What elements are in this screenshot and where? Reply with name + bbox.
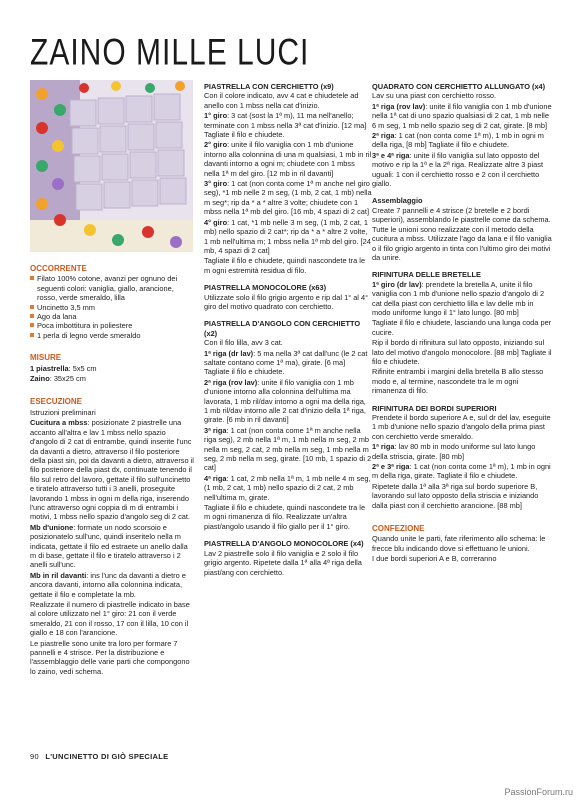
list-item: Filato 100% cotone, avanzi per ognuno dei seguenti colori: vaniglia, giallo, arancione, rosso, verde smeraldo, lilla [30, 274, 195, 302]
paragraph: 4ª riga: 1 cat, 2 mb nella 1ª m, 1 mb nelle 4 m seg, (1 mb, 2 cat, 1 mb) nello spazio di 2 cat, 2 mb nell'ultima m, girate. [204, 473, 371, 502]
paragraph: Rip il bordo di rifinitura sul lato opposto, iniziando sul lato del motivo d'angolo monocolore. [88 mb] Tagliate il filo e chiudete. [372, 338, 552, 366]
paragraph: 1° giro: 3 cat (sost la 1ª m), 11 ma nell'anello; terminate con 1 mbss nella 3ª cat d'inizio. [12 ma] Tagliate il filo e chiudete. [204, 111, 367, 140]
paragraph: Quando unite le parti, fate riferimento allo schema: le frecce blu indicando dove si effettuano le unioni. [372, 534, 546, 553]
paragraph: Tagliate il filo e chiudete, lasciando una lunga coda per cucire. [372, 318, 552, 337]
magazine-title: L'UNCINETTO DI GIÒ SPECIALE [45, 752, 169, 761]
section-heading: PIASTRELLA MONOCOLORE (x63) [204, 283, 327, 293]
paragraph: Ripetete dalla 1ª alla 3ª riga sul bordo superiore B, lavorando sul lato opposto della striscia e iniziando dalla piast con il cerchietto arancione. [88 mb] [372, 481, 539, 510]
paragraph: 2ª e 3ª riga: 1 cat (non conta come 1ª m), 1 mb in ogni m della riga, girate. Tagliate il filo e chiudete. [372, 462, 551, 481]
list-item: 1 perla di legno verde smeraldo [30, 331, 195, 340]
measure-line: Zaino: 35x25 cm [30, 374, 86, 384]
paragraph: I due bordi superiori A e B, correranno [372, 554, 497, 564]
paragraph: 1ª riga (dr lav): 5 ma nella 3ª cat dall'unc (le 2 cat saltate contano come 1ª ma), girate. [6 ma] Tagliate il filo e chiudete. [204, 348, 368, 377]
section-heading: Assemblaggio [372, 196, 423, 206]
section-heading: PIASTRELLA D'ANGOLO MONOCOLORE (x4) [204, 539, 364, 549]
paragraph: Lav 2 piastrelle solo il filo vaniglia e 2 solo il filo grigio argento. Ripetete dalla 1ª alla 4ª riga della piast/ang con cerchietto. [204, 548, 362, 577]
page-footer [30, 752, 168, 761]
product-photo [30, 80, 193, 252]
paragraph: 3° giro: 1 cat (non conta come 1ª m anche nel giro seg), *1 mb nelle 2 m seg, (1 mb, 2 cat, 1 mb) nella m seg*; rip da * a * altre 3 volte; chiudete con 1 mbss nella 1ª mb del giro. [16 mb, 4 spazi di 2 cat] [204, 179, 372, 217]
list-item: Poca imbottitura in poliestere [30, 321, 195, 330]
watermark: PassionForum.ru [504, 787, 573, 797]
list-item: Ago da lana [30, 312, 195, 321]
subheading: Istruzioni preliminari [30, 407, 96, 417]
paragraph: Mb d'unione: formate un nodo scorsoio e posizionatelo sull'unc, quindi inseritelo nella m indicata, gettate il filo ed estraete un anello dalla m di base, gettate il filo e tiratelo attraverso i 2 anelli sull'unc. [30, 522, 188, 570]
paragraph: Lav su una piast con cerchietto rosso. [372, 91, 497, 101]
paragraph: Tagliate il filo e chiudete, quindi nascondete tra le m ogni rimanenza di filo. Realizzate un'altra piast/angolo usando il filo giallo per il 1° giro. [204, 503, 366, 531]
paragraph: 2° giro: unite il filo vaniglia con 1 mb d'unione intorno alla colonnina di una m qualsiasi, 1 mb in ril davanti intorno a ogni m; chiudete con 1 mbss nella 1ª m del giro. [12 mb in ril davanti] [204, 140, 372, 178]
paragraph: Tagliate il filo e chiudete, quindi nascondete tra le m ogni estremità residua di filo. [204, 256, 366, 275]
paragraph: Rifinite entrambi i margini della bretella B allo stesso modo e, al termine, nascondete tra le m ogni rimanenza di filo. [372, 367, 544, 396]
paragraph: Con il filo lilla, avv 3 cat. [204, 338, 283, 348]
section-heading: RIFINITURA DELLE BRETELLE [372, 270, 481, 280]
paragraph: Utilizzate solo il filo grigio argento e rip dal 1° al 4° giro del motivo quadrato con cerchietto. [204, 292, 369, 311]
paragraph: Mb in ril davanti: ins l'unc da davanti a dietro e ancora davanti, intorno alla colonnina indicata, gettate il filo e completate la mb. [30, 570, 186, 599]
materials-list [30, 274, 195, 340]
paragraph: Realizzate il numero di piastrelle indicato in base al colore utilizzato nel 1° giro: 21 con il verde smeraldo, 21 con il rosso, 17 con il lilla, 10 con il giallo e 18 con l'arancione. [30, 600, 190, 638]
occorrente-heading: OCCORRENTE [30, 264, 87, 273]
paragraph: 1ª giro (dr lav): prendete la bretella A, unite il filo vaniglia con 1 mb d'unione nello spazio d'angolo di 2 cat della piast con cerchietto lilla e lav delle mb in modo uniforme lungo il 1° lato lungo. [80 mb] [372, 279, 545, 317]
paragraph: 1ª riga (rov lav): unite il filo vaniglia con 1 mb d'unione nella 1ª cat di uno spazio qualsiasi di 2 cat, 1 mb nelle 6 m seg, 1 mb nello spazio seg di 2 cat, girate. [8 mb] [372, 101, 552, 130]
paragraph: Create 7 pannelli e 4 strisce (2 bretelle e 2 bordi superiori), assemblando le piastrelle come da schema. Tutte le unioni sono realizzate con il metodo della cucitura a mbss. Utilizzate l'ago da lana e il filo vaniglia o il filo grigio argento in tinta con l'ultimo giro dei motivi da unire. [372, 205, 552, 262]
paragraph: Con il colore indicato, avv 4 cat e chiudetele ad anello con 1 mbss nella cat d'inizio. [204, 91, 359, 110]
paragraph: 4° giro: 1 cat, *1 mb nelle 3 m seg, (1 mb, 2 cat, 1 mb) nello spazio di 2 cat*; rip da * a * altre 2 volte, 1 mb nell'ultima m; 1 mbss nella 1ª mb del giro. [24 mb, 4 spazi di 2 cat] [204, 217, 371, 255]
column-right [372, 82, 552, 565]
paragraph: 3ª riga: 1 cat (non conta come 1ª m anche nella riga seg), 2 mb nella 1ª m, 1 mb nella m seg, 2 mb nella m seg, 2 cat, 2 mb nella m seg, 1 mb nella m seg, 2 mb nella m seg, girate. [10 mb, 1 spazio di 2 cat] [204, 425, 372, 473]
confezione-heading: CONFEZIONE [372, 524, 425, 534]
paragraph: 1ª riga: lav 80 mb in modo uniforme sul lato lungo della striscia, girate. [80 mb] [372, 442, 536, 461]
paragraph: Cucitura a mbss: posizionate 2 piastrelle una accanto all'altra e lav 1 mbss nello spazio d'angolo di 2 cat di entrambe, quindi inserite l'unc da davanti a dietro, attraverso il filo posteriore della piast sin, poi da davanti a dietro, attraverso il filo posteriore della piast dx, continuate tenendo il filo sul retro del lavoro, gettate il filo sull'uncinetto e tiratelo attraverso tutti i 3 anelli, proseguite lavorando 1 mbss in ogni m della riga, inserendo l'unc attraverso ogni coppia di m di entrambi i motivi, 1 mbss nello spazio d'angolo seg di 2 cat. [30, 418, 194, 522]
measure-line: 1 piastrella: 5x5 cm [30, 363, 97, 373]
section-heading: PIASTRELLA CON CERCHIETTO (x9) [204, 82, 334, 91]
page-number: 90 [30, 752, 39, 761]
paragraph: 3ª e 4ª riga: unite il filo vaniglia sul lato opposto del motivo e rip la 1ª e la 2ª riga. Realizzate altre 3 piast uguali: 1 con il cerchietto rosso e 2 con il cerchietto giallo. [372, 150, 544, 189]
misure-heading: MISURE [30, 353, 62, 363]
column-middle [204, 82, 372, 578]
list-item: Uncinetto 3,5 mm [30, 303, 195, 312]
section-heading: PIASTRELLA D'ANGOLO CON CERCHIETTO (x2) [204, 319, 361, 338]
paragraph: 2ª riga (rov lav): unite il filo vaniglia con 1 mb d'unione intorno alla colonnina dell'ultima ma lavorata, 1 mb ril/dav intorno a ogni ma della riga, 1 mb ril/dav intorno alle 2 cat d'inizio della 1ª riga, girate. [6 mb in ril davanti] [204, 377, 366, 425]
page-title: ZAINO MILLE LUCI [30, 32, 310, 74]
column-left [30, 258, 195, 677]
paragraph: Prendete il bordo superiore A e, sul dr del lav, eseguite 1 mb d'unione nello spazio d'angolo della prima piast con cerchietto verde smeraldo. [372, 413, 551, 441]
section-heading: RIFINITURA DEI BORDI SUPERIORI [372, 403, 497, 413]
esecuzione-heading: ESECUZIONE [30, 397, 83, 407]
section-heading: QUADRATO CON CERCHIETTO ALLUNGATO (x4) [372, 82, 546, 91]
paragraph: Le piastrelle sono unite tra loro per formare 7 pannelli e 4 strisce. Per la distribuzione e l'assemblaggio delle varie parti che compongono lo zaino, vedi schema. [30, 638, 190, 676]
paragraph: 2ª riga: 1 cat (non conta come 1ª m), 1 mb in ogni m della riga, [8 mb] Tagliate il filo e chiudete. [372, 131, 544, 150]
